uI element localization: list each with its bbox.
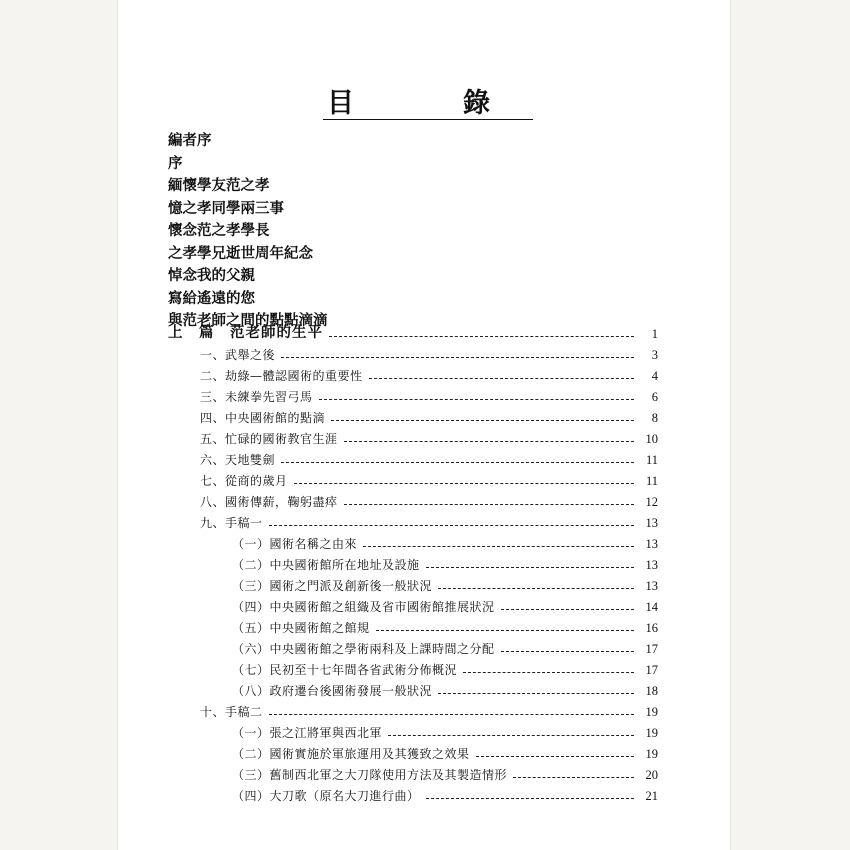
toc-title-left: 目 bbox=[327, 88, 354, 119]
toc-entry-label: 一、武舉之後 bbox=[200, 348, 276, 362]
dot-leader bbox=[426, 798, 634, 799]
toc-entry-page: 18 bbox=[645, 684, 658, 698]
toc-subentry bbox=[232, 763, 658, 783]
toc-entry-page: 13 bbox=[645, 558, 658, 572]
dot-leader bbox=[438, 588, 634, 589]
toc-title-right: 錄 bbox=[463, 88, 490, 119]
toc-entry-label: 七、從商的歲月 bbox=[200, 474, 288, 488]
toc-entry-page: 13 bbox=[645, 579, 658, 593]
dot-leader bbox=[294, 483, 634, 484]
dot-leader bbox=[281, 357, 634, 358]
dot-leader bbox=[426, 567, 634, 568]
toc-entry-page: 13 bbox=[645, 516, 658, 530]
front-matter-item: 編者序 bbox=[168, 132, 212, 149]
toc-subentry bbox=[232, 574, 658, 594]
toc-subentry bbox=[232, 637, 658, 657]
dot-leader bbox=[369, 378, 634, 379]
dot-leader bbox=[319, 399, 634, 400]
front-matter-item: 與范老師之間的點點滴滴 bbox=[168, 312, 328, 329]
dot-leader bbox=[476, 756, 634, 757]
toc-entries bbox=[118, 0, 730, 850]
dot-leader bbox=[463, 672, 634, 673]
front-matter-item: 之孝學兄逝世周年紀念 bbox=[168, 244, 313, 262]
toc-entry-page: 12 bbox=[645, 495, 658, 509]
dot-leader bbox=[344, 441, 634, 442]
dot-leader bbox=[438, 693, 634, 694]
dot-leader bbox=[269, 525, 634, 526]
toc-entry bbox=[200, 511, 658, 531]
toc-entry-label: （三）國術之門派及創新後一般狀況 bbox=[232, 579, 433, 593]
toc-entry-page: 4 bbox=[651, 369, 658, 383]
toc-entry-label: 九、手稿一 bbox=[200, 516, 263, 530]
toc-entry-label: （六）中央國術館之學術兩科及上課時間之分配 bbox=[232, 642, 495, 656]
front-matter-item: 序 bbox=[168, 154, 183, 172]
toc-entry-label: （二）中央國術館所在地址及設施 bbox=[232, 558, 420, 572]
front-matter-item: 懷念范之孝學長 bbox=[168, 222, 270, 239]
front-matter-item: 緬懷學友范之孝 bbox=[168, 177, 270, 194]
dot-leader bbox=[388, 735, 634, 736]
toc-entry bbox=[200, 469, 658, 489]
toc-entry-label: （一）張之江將軍與西北軍 bbox=[232, 726, 383, 740]
toc-entry bbox=[200, 427, 658, 447]
toc-entry-page: 14 bbox=[645, 600, 658, 614]
toc-entry bbox=[200, 364, 658, 384]
front-matter-item: 寫給遙遠的您 bbox=[168, 289, 255, 307]
dot-leader bbox=[376, 630, 634, 631]
toc-entry-page: 1 bbox=[651, 327, 658, 341]
toc-entry-label: 五、忙碌的國術教官生涯 bbox=[200, 432, 338, 446]
front-matter-item: 憶之孝同學兩三事 bbox=[168, 199, 284, 217]
toc-entry-page: 8 bbox=[651, 411, 658, 425]
dot-leader bbox=[269, 714, 634, 715]
dot-leader bbox=[501, 651, 634, 652]
toc-entry-label: （三）舊制西北軍之大刀隊使用方法及其製造情形 bbox=[232, 768, 508, 782]
dot-leader bbox=[344, 504, 634, 505]
toc-entry-page: 6 bbox=[651, 390, 658, 404]
toc-subentry bbox=[232, 616, 658, 636]
toc-entry bbox=[200, 343, 658, 363]
toc-entry-label: （二）國術實施於軍旅運用及其獲致之效果 bbox=[232, 747, 470, 761]
dot-leader bbox=[363, 546, 634, 547]
toc-entry-label: 三、未練拳先習弓馬 bbox=[200, 390, 313, 404]
toc-entry bbox=[200, 700, 658, 720]
dot-leader bbox=[513, 777, 634, 778]
toc-entry bbox=[200, 385, 658, 405]
toc-entry bbox=[200, 490, 658, 510]
toc-entry-label: 上 篇 范老師的生平 bbox=[168, 324, 323, 341]
toc-entry-page: 10 bbox=[645, 432, 658, 446]
toc-subentry bbox=[232, 679, 658, 699]
toc-entry-label: （四）大刀歌（原名大刀進行曲） bbox=[232, 789, 420, 803]
toc-subentry bbox=[232, 553, 658, 573]
toc-subentry bbox=[232, 742, 658, 762]
toc-entry-page: 16 bbox=[645, 621, 658, 635]
toc-entry-page: 13 bbox=[645, 537, 658, 551]
toc-entry-label: （一）國術名稱之由來 bbox=[232, 537, 358, 551]
toc-entry-label: 二、劫綠—體認國術的重要性 bbox=[200, 369, 363, 383]
toc-part-entry bbox=[168, 322, 658, 342]
toc-entry bbox=[200, 448, 658, 468]
toc-entry-label: 六、天地雙劍 bbox=[200, 453, 276, 467]
toc-entry bbox=[200, 406, 658, 426]
dot-leader bbox=[281, 462, 634, 463]
toc-entry-page: 21 bbox=[645, 789, 658, 803]
toc-entry-label: （五）中央國術館之館規 bbox=[232, 621, 370, 635]
toc-subentry bbox=[232, 532, 658, 552]
toc-entry-page: 19 bbox=[645, 747, 658, 761]
front-matter-item: 悼念我的父親 bbox=[168, 267, 255, 284]
toc-entry-page: 19 bbox=[645, 705, 658, 719]
dot-leader bbox=[329, 336, 634, 337]
document-page bbox=[118, 0, 730, 850]
toc-entry-label: （七）民初至十七年間各省武術分佈概況 bbox=[232, 663, 458, 677]
toc-subentry bbox=[232, 784, 658, 804]
toc-entry-page: 17 bbox=[645, 642, 658, 656]
toc-subentry bbox=[232, 595, 658, 615]
toc-entry-label: （八）政府遷台後國術發展一般狀況 bbox=[232, 684, 433, 698]
toc-entry-label: 四、中央國術館的點滴 bbox=[200, 411, 326, 425]
dot-leader bbox=[331, 420, 634, 421]
dot-leader bbox=[501, 609, 634, 610]
toc-entry-page: 19 bbox=[645, 726, 658, 740]
toc-entry-page: 3 bbox=[651, 348, 658, 362]
toc-entry-label: 八、國術傳薪，鞠躬盡瘁 bbox=[200, 495, 338, 509]
toc-entry-page: 11 bbox=[645, 453, 658, 467]
toc-entry-page: 20 bbox=[645, 768, 658, 782]
toc-entry-page: 17 bbox=[645, 663, 658, 677]
toc-subentry bbox=[232, 721, 658, 741]
toc-subentry bbox=[232, 658, 658, 678]
toc-entry-label: （四）中央國術館之組織及省市國術館推展狀況 bbox=[232, 600, 495, 614]
toc-entry-label: 十、手稿二 bbox=[200, 705, 263, 719]
toc-entry-page: 11 bbox=[645, 474, 658, 488]
